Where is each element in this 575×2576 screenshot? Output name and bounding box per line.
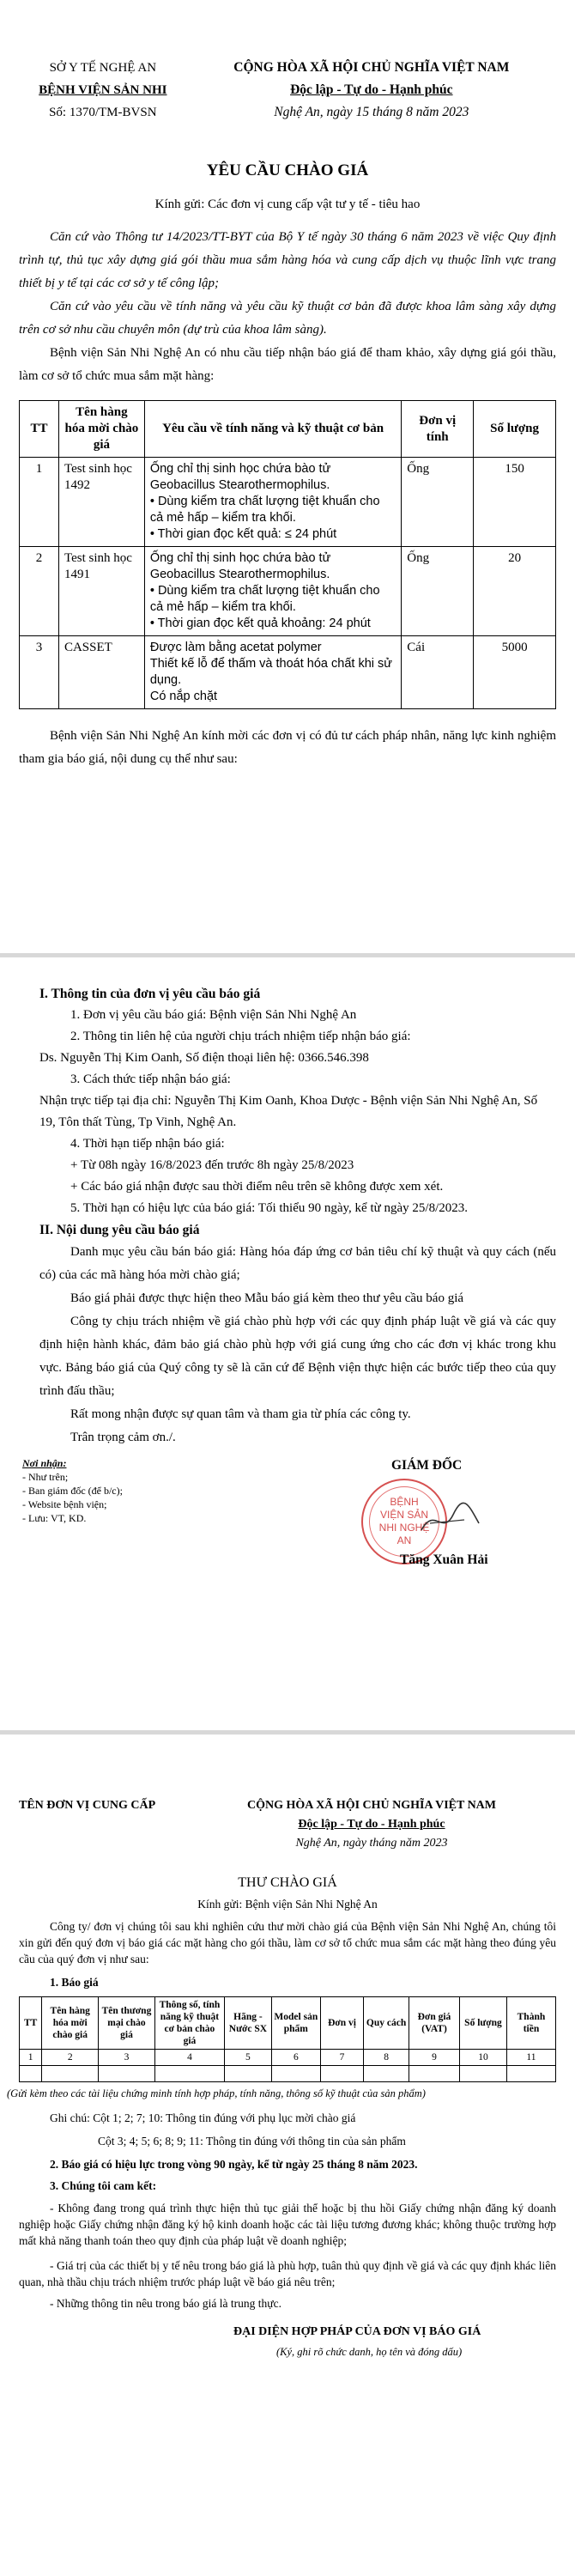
doc-number: Số: 1370/TM-BVSN <box>49 106 157 119</box>
quote-col-header: Tên hàng hóa mời chào giá <box>42 1997 99 2050</box>
representative-note: (Ký, ghi rõ chức danh, họ tên và đóng dấu) <box>276 2346 463 2358</box>
quote-col-header: Model sản phẩm <box>271 1997 320 2050</box>
cell-tt: 2 <box>20 547 59 636</box>
supplier-name-placeholder: TÊN ĐƠN VỊ CUNG CẤP <box>19 1799 156 1812</box>
signer-title: GIÁM ĐỐC <box>391 1458 463 1473</box>
header-right <box>187 57 556 124</box>
form-motto: Độc lập - Tự do - Hạnh phúc <box>298 1818 445 1831</box>
quote-col-header: Thành tiền <box>506 1997 555 2050</box>
intro: Bệnh viện Sản Nhi Nghệ An có nhu cầu tiếp nhận báo giá để tham khảo, xây dựng giá gói thầu, làm cơ sở tổ chức mua sắm mặt hàng: <box>19 346 556 383</box>
note-columns-2: Cột 3; 4; 5; 6; 8; 9; 11: Thông tin đúng với thông tin của sản phẩm <box>98 2135 406 2148</box>
recipient-item: - Ban giám đốc (để b/c); <box>22 1485 123 1497</box>
quote-col-header: Hãng - Nước SX <box>225 1997 272 2050</box>
form-country: CỘNG HÒA XÃ HỘI CHỦ NGHĨA VIỆT NAM <box>246 1799 496 1812</box>
recipient: Kính gửi: Các đơn vị cung cấp vật tư y tế - tiêu hao <box>154 197 421 211</box>
form-note: (Gửi kèm theo các tài liệu chứng minh tính hợp pháp, tính năng, thông số kỹ thuật của sản phẩm) <box>7 2087 426 2099</box>
quote-col-header: Quy cách <box>364 1997 409 2050</box>
form-recipient: Kính gửi: Bệnh viện Sản Nhi Nghệ An <box>197 1898 378 1911</box>
motto: Độc lập - Tự do - Hạnh phúc <box>290 82 453 97</box>
invitation: Bệnh viện Sản Nhi Nghệ An kính mời các đơn vị có đủ tư cách pháp nhân, năng lực kinh nghiệm tham gia báo giá, nội dung cụ thể như sau: <box>19 729 556 766</box>
quote-col-header: Số lượng <box>460 1997 507 2050</box>
quote-col-number: 6 <box>271 2050 320 2066</box>
quote-col-header: Đơn vị <box>320 1997 363 2050</box>
basis-2: Căn cứ vào yêu cầu về tính năng và yêu cầu kỹ thuật cơ bản đã được khoa lâm sàng xây dựng trên cơ sở nhu cầu chuyên môn (dự trù của khoa lâm sàng). <box>19 300 556 337</box>
basis-1: Căn cứ vào Thông tư 14/2023/TT-BYT của Bộ Y tế ngày 30 tháng 6 năm 2023 về việc Quy định trình tự, thủ tục xây dựng giá gói thầu mua sắm hàng hóa và cung cấp dịch vụ thuộc lĩnh vực trang thiết bị y tế tại các cơ sở y tế công lập; <box>19 230 556 290</box>
representative-title: ĐẠI DIỆN HỢP PHÁP CỦA ĐƠN VỊ BÁO GIÁ <box>233 2325 481 2338</box>
cell-unit: Ống <box>402 458 474 547</box>
cell-name: Test sinh học 1491 <box>58 547 144 636</box>
quote-col-header: TT <box>20 1997 42 2050</box>
quote-number-row <box>20 2050 556 2066</box>
recipients-list <box>22 1456 123 1525</box>
sec2-paragraph: Rất mong nhận được sự quan tâm và tham gia từ phía các công ty. <box>70 1407 411 1421</box>
sec1-item: 1. Đơn vị yêu cầu báo giá: Bệnh viện Sản Nhi Nghệ An <box>70 1008 357 1022</box>
commitment-3: - Những thông tin nêu trong báo giá là trung thực. <box>50 2297 281 2310</box>
quote-col-header: Tên thương mại chào giá <box>99 1997 155 2050</box>
cell-tt: 3 <box>20 636 59 709</box>
sec2-paragraph: Danh mục yêu cầu bán báo giá: Hàng hóa đáp ứng cơ bản tiêu chí kỹ thuật và quy cách (nếu có) của các mã hàng hóa mời chào giá; <box>39 1245 556 1282</box>
sec2-paragraph: Báo giá phải được thực hiện theo Mẫu báo giá kèm theo thư yêu cầu báo giá <box>70 1291 464 1305</box>
col-header: Đơn vị tính <box>402 401 474 458</box>
letter-date: Nghệ An, ngày 15 tháng 8 năm 2023 <box>274 105 469 119</box>
quote-col-number: 2 <box>42 2050 99 2066</box>
form-section-2: 2. Báo giá có hiệu lực trong vòng 90 ngày, kể từ ngày 25 tháng 8 năm 2023. <box>50 2158 418 2171</box>
cell-unit: Ống <box>402 547 474 636</box>
quote-col-number: 4 <box>154 2050 224 2066</box>
form-section-3: 3. Chúng tôi cam kết: <box>50 2179 157 2192</box>
cell-name: CASSET <box>58 636 144 709</box>
sec1-item: 3. Cách thức tiếp nhận báo giá: <box>70 1072 231 1086</box>
cell-tt: 1 <box>20 458 59 547</box>
quote-col-number: 11 <box>506 2050 555 2066</box>
org-name: BỆNH VIỆN SẢN NHI <box>39 83 167 97</box>
header-left <box>19 57 187 124</box>
cell-unit: Cái <box>402 636 474 709</box>
quote-col-number: 1 <box>20 2050 42 2066</box>
table-header-row <box>20 401 556 458</box>
cell-qty: 20 <box>474 547 556 636</box>
quote-table <box>19 1996 556 2082</box>
recipient-item: - Website bệnh viện; <box>22 1498 107 1510</box>
section-1-title: I. Thông tin của đơn vị yêu cầu báo giá <box>39 987 261 1001</box>
recipient-item: - Như trên; <box>22 1471 69 1483</box>
quote-col-number: 5 <box>225 2050 272 2066</box>
signer-name: Tăng Xuân Hải <box>400 1552 488 1567</box>
commitment-1: - Không đang trong quá trình thực hiện thủ tục giải thể hoặc bị thu hồi Giấy chứng nhận đăng ký doanh nghiệp hoặc Giấy chứng nhận đăng ký hộ kinh doanh hoặc các tài liệu tương đương khác; không thuộc trường hợp mất khả năng thanh toán theo quy định của pháp luật về doanh nghiệp; <box>19 2202 556 2247</box>
sec1-item: 5. Thời hạn có hiệu lực của báo giá: Tối thiểu 90 ngày, kể từ ngày 25/8/2023. <box>70 1201 468 1215</box>
quote-header-row <box>20 1997 556 2050</box>
form-date: Nghệ An, ngày tháng năm 2023 <box>295 1837 448 1850</box>
quote-empty-row <box>20 2066 556 2082</box>
page-title: YÊU CẦU CHÀO GIÁ <box>206 161 369 179</box>
table-row <box>20 458 556 547</box>
letter-header <box>19 57 556 124</box>
quote-col-number: 3 <box>99 2050 155 2066</box>
quote-col-number: 9 <box>409 2050 459 2066</box>
signature-block <box>22 1456 556 1628</box>
cell-name: Test sinh học 1492 <box>58 458 144 547</box>
stamp-text: BỆNH VIỆN SẢN NHI NGHỆ AN <box>378 1496 430 1546</box>
sec2-paragraph: Công ty chịu trách nhiệm về giá chào phù hợp với các quy định pháp luật về giá và các quy định hiện hành khác, đảm bảo giá chào phù hợp với giá cung ứng cho các đơn vị khác trong khu vực. Bảng báo giá của Quý công ty sẽ là căn cứ để Bệnh viện thực hiện các bước tiếp theo của quy trình đấu thầu; <box>39 1315 556 1398</box>
sec1-item: Nhận trực tiếp tại địa chỉ: Nguyễn Thị Kim Oanh, Khoa Dược - Bệnh viện Sản Nhi Nghệ An, Số 19, Tôn thất Tùng, Tp Vinh, Nghệ An. <box>39 1094 538 1129</box>
cell-requirements: Ống chỉ thị sinh học chứa bào tử Geobacillus Stearothermophilus. • Dùng kiểm tra chất lượng tiệt khuẩn cho cả mẻ hấp – kiểm tra khối. • Thời gian đọc kết quả: ≤ 24 phút <box>144 458 401 547</box>
table-row <box>20 636 556 709</box>
col-header: Tên hàng hóa mời chào giá <box>58 401 144 458</box>
quote-col-number: 8 <box>364 2050 409 2066</box>
cell-qty: 5000 <box>474 636 556 709</box>
form-title: THƯ CHÀO GIÁ <box>238 1875 337 1890</box>
col-header: Số lượng <box>474 401 556 458</box>
quote-col-header: Thông số, tính năng kỹ thuật cơ bản chào giá <box>154 1997 224 2050</box>
sec1-item: Ds. Nguyễn Thị Kim Oanh, Số điện thoại liên hệ: 0366.546.398 <box>39 1051 369 1065</box>
cell-qty: 150 <box>474 458 556 547</box>
section-2-title: II. Nội dung yêu cầu báo giá <box>39 1223 200 1237</box>
col-header: Yêu cầu về tính năng và kỹ thuật cơ bản <box>144 401 401 458</box>
form-section-1: 1. Báo giá <box>50 1976 99 1989</box>
sec1-item: + Từ 08h ngày 16/8/2023 đến trước 8h ngày 25/8/2023 <box>70 1158 354 1172</box>
cell-requirements: Ống chỉ thị sinh học chứa bào tử Geobacillus Stearothermophilus. • Dùng kiểm tra chất lượng tiệt khuẩn cho cả mẻ hấp – kiểm tra khối. • Thời gian đọc kết quả khoảng: 24 phút <box>144 547 401 636</box>
sec1-item: 2. Thông tin liên hệ của người chịu trách nhiệm tiếp nhận báo giá: <box>70 1030 411 1043</box>
form-header <box>19 1796 556 1853</box>
country-name: CỘNG HÒA XÃ HỘI CHỦ NGHĨA VIỆT NAM <box>233 60 510 75</box>
page-1 <box>0 0 575 953</box>
dept-name: SỞ Y TẾ NGHỆ AN <box>49 61 157 75</box>
recipient-item: - Lưu: VT, KD. <box>22 1512 87 1524</box>
table-row <box>20 547 556 636</box>
form-header-right <box>187 1796 556 1853</box>
page-3 <box>0 1735 575 2576</box>
page-2 <box>0 957 575 1730</box>
quote-col-number: 7 <box>320 2050 363 2066</box>
note-columns-1: Ghi chú: Cột 1; 2; 7; 10: Thông tin đúng với phụ lục mời chào giá <box>50 2111 356 2124</box>
signature-mark <box>417 1498 486 1540</box>
sec1-item: + Các báo giá nhận được sau thời điểm nêu trên sẽ không được xem xét. <box>70 1180 444 1194</box>
quote-col-header: Đơn giá (VAT) <box>409 1997 459 2050</box>
form-intro: Công ty/ đơn vị chúng tôi sau khi nghiên cứu thư mời chào giá của Bệnh viện Sản Nhi Nghệ An, chúng tôi xin gửi đến quý đơn vị báo giá các mặt hàng cho gói thầu, làm cơ sở tổ chức mua sắm các mặt hàng theo đúng yêu cầu của quý đơn vị như sau: <box>19 1920 556 1965</box>
items-table <box>19 400 556 709</box>
sec1-item: 4. Thời hạn tiếp nhận báo giá: <box>70 1137 225 1151</box>
recipients-title: Nơi nhận: <box>22 1457 67 1469</box>
commitment-2: - Giá trị của các thiết bị y tế nêu trong báo giá là phù hợp, tuân thủ quy định về giá và các quy định khác liên quan, nhà thầu chịu trách nhiệm trước pháp luật về báo giá nêu trên; <box>19 2259 556 2288</box>
cell-requirements: Được làm bằng acetat polymer Thiết kế lỗ để thấm và thoát hóa chất khi sử dụng. Có nắp chặt <box>144 636 401 709</box>
quote-col-number: 10 <box>460 2050 507 2066</box>
col-header: TT <box>20 401 59 458</box>
sec2-paragraph: Trân trọng cảm ơn./. <box>70 1431 176 1444</box>
